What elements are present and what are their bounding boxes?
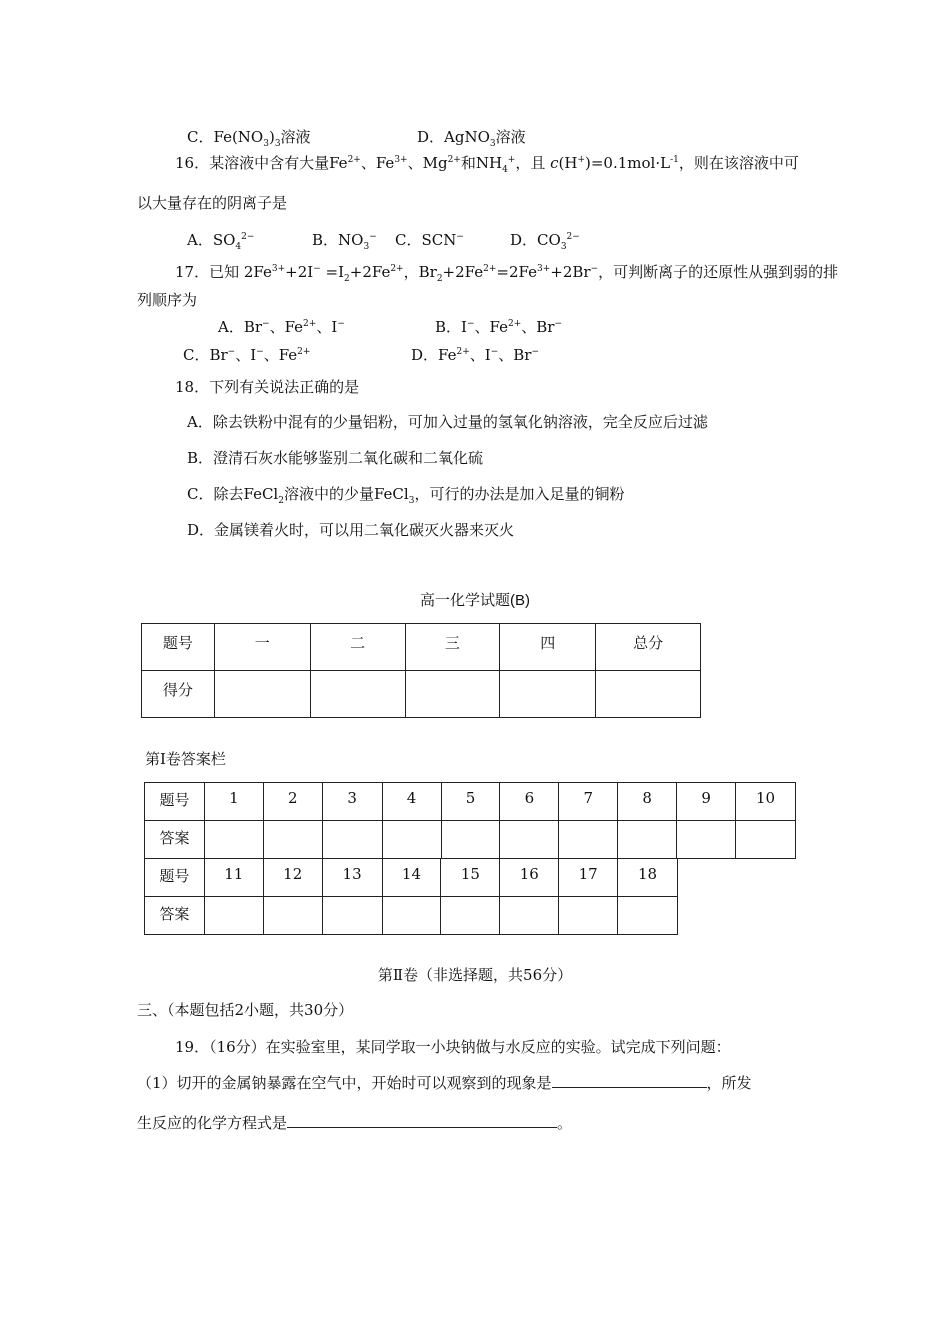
answer-row-label: 答案 — [145, 821, 205, 859]
q19-part1-line2 — [137, 1113, 572, 1133]
question-number: 10 — [736, 783, 796, 821]
q17-option-b: B．I−、$Fe^{2+}$、Br− — [435, 318, 562, 336]
q18-option-b: B．澄清石灰水能够鉴别二氧化碳和二氧化硫 — [187, 449, 484, 467]
question-number: 3 — [322, 783, 382, 821]
q16-options — [187, 230, 580, 250]
q19-part1-text-c: 生反应的化学方程式是 — [137, 1114, 288, 1132]
question-number: 6 — [500, 783, 559, 821]
answer-cell[interactable] — [263, 897, 322, 935]
question-number: 16 — [500, 859, 559, 897]
question-number: 17 — [559, 859, 618, 897]
answer-cell[interactable] — [263, 821, 322, 859]
answer-cell[interactable] — [500, 897, 559, 935]
answer-cell[interactable] — [618, 821, 677, 859]
answer-table-1-10 — [144, 782, 796, 859]
score-header-cell: 三 — [405, 624, 500, 671]
answer-cell[interactable] — [322, 897, 382, 935]
score-header-cell: 二 — [310, 624, 405, 671]
score-input-cell[interactable] — [214, 671, 310, 718]
answer-cell[interactable] — [559, 897, 618, 935]
answer-cell[interactable] — [441, 821, 500, 859]
q16-stem-line2: 以大量存在的阴离子是 — [137, 194, 288, 212]
q17-stem-line1: 17．已知 $2Fe^{3+}+2I^- =I_2+2Fe^{2+}$，$Br_2+2Fe^{2+}=2Fe^{3+}+2Br^-$，可判断离子的还原性从强到弱的排 — [175, 263, 839, 284]
answer-cell[interactable] — [441, 897, 500, 935]
question-number: 4 — [382, 783, 441, 821]
q17-options-row1 — [218, 317, 562, 337]
q17-options-row2 — [183, 345, 539, 365]
score-input-cell[interactable] — [596, 671, 701, 718]
q19-part1-text: （1）切开的金属钠暴露在空气中，开始时可以观察到的现象是 — [137, 1074, 552, 1092]
question-number: 8 — [618, 783, 677, 821]
answer-cell[interactable] — [559, 821, 618, 859]
score-input-cell[interactable] — [500, 671, 596, 718]
question-number: 9 — [677, 783, 736, 821]
answer-blank-equation[interactable] — [287, 1113, 557, 1128]
answer-cell[interactable] — [382, 897, 441, 935]
answer-cell[interactable] — [382, 821, 441, 859]
answer-row-label: 题号 — [145, 859, 205, 897]
answer-cell[interactable] — [204, 897, 263, 935]
q18-option-c: C．除去FeCl$_2$溶液中的少量FeCl$_3$，可行的办法是加入足量的铜粉 — [187, 485, 625, 506]
score-input-cell[interactable] — [310, 671, 405, 718]
answer-number-row — [145, 859, 678, 897]
question-number: 11 — [204, 859, 263, 897]
q19-part1-text-b: ，所发 — [706, 1074, 752, 1092]
exam-title: 高一化学试题(B) — [420, 592, 530, 609]
q16-stem-line1: 16．某溶液中含有大量$Fe^{2+}$、$Fe^{3+}$、$Mg^{2+}$和$NH_4^+$，且 $c(H^+)=0.1mol\cdot L^{-1}$，则在该溶液中可 — [175, 154, 799, 175]
q15-option-c: C．$Fe(NO_3)_3$溶液 — [187, 128, 311, 149]
question-number: 15 — [441, 859, 500, 897]
answer-row-label: 答案 — [145, 897, 205, 935]
answer-cell[interactable] — [322, 821, 382, 859]
section3-heading: 三、（本题包括2小题，共30分） — [137, 1001, 354, 1019]
answer-cell[interactable] — [677, 821, 736, 859]
answer-input-row — [145, 821, 796, 859]
question-number: 7 — [559, 783, 618, 821]
answer-cell[interactable] — [736, 821, 796, 859]
q17-option-c: C．Br−、I−、$Fe^{2+}$ — [183, 346, 311, 364]
score-header-cell: 一 — [214, 624, 310, 671]
score-row-label: 得分 — [142, 671, 215, 718]
q17-stem-line2: 列顺序为 — [137, 291, 198, 309]
question-number: 2 — [263, 783, 322, 821]
answer-cell[interactable] — [500, 821, 559, 859]
score-table — [141, 623, 701, 718]
question-number: 5 — [441, 783, 500, 821]
score-table-score-row — [142, 671, 701, 718]
part2-title: 第Ⅱ卷（非选择题，共56分） — [377, 966, 573, 984]
answer-cell[interactable] — [618, 897, 678, 935]
answer-input-row — [145, 897, 678, 935]
q18-option-a: A．除去铁粉中混有的少量铝粉，可加入过量的氢氧化钠溶液，完全反应后过滤 — [187, 413, 708, 431]
answer-cell[interactable] — [204, 821, 263, 859]
q17-option-a: A．Br−、$Fe^{2+}$、I− — [218, 318, 345, 336]
score-table-header-row — [142, 624, 701, 671]
q16-option-c: C．SCN− — [395, 231, 464, 249]
score-header-cell: 四 — [500, 624, 596, 671]
question-number: 12 — [263, 859, 322, 897]
q15-options — [187, 127, 526, 147]
q19-part1-line1 — [137, 1073, 752, 1093]
q16-option-d: D．$CO_3^{2-}$ — [510, 231, 580, 252]
q16-option-b: B．$NO_3^-$ — [312, 231, 377, 252]
q17-option-d: D．$Fe^{2+}$、I−、Br− — [411, 346, 540, 364]
question-number: 13 — [322, 859, 382, 897]
score-input-cell[interactable] — [405, 671, 500, 718]
score-header-cell: 总分 — [596, 624, 701, 671]
question-number: 14 — [382, 859, 441, 897]
q19-stem: 19．（16分）在实验室里，某同学取一小块钠做与水反应的实验。试完成下列问题： — [175, 1038, 731, 1056]
q15-option-d: D．AgNO$_3$溶液 — [417, 128, 526, 149]
q18-stem: 18．下列有关说法正确的是 — [175, 378, 360, 396]
score-header-cell: 题号 — [142, 624, 215, 671]
answer-number-row — [145, 783, 796, 821]
answer-blank-phenomenon[interactable] — [552, 1073, 707, 1088]
q18-option-d: D．金属镁着火时，可以用二氧化碳灭火器来灭火 — [187, 521, 515, 539]
question-number: 18 — [618, 859, 678, 897]
q19-part1-text-d: 。 — [557, 1114, 573, 1132]
answer-row-label: 题号 — [145, 783, 205, 821]
answer-section-title: 第Ⅰ卷答案栏 — [145, 750, 226, 768]
question-number: 1 — [204, 783, 263, 821]
answer-table-11-18 — [144, 858, 678, 935]
q16-option-a: A．$SO_4^{2-}$ — [187, 231, 255, 252]
